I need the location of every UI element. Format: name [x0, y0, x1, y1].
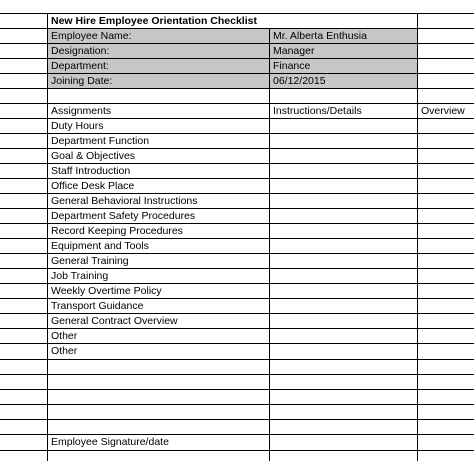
instructions-cell[interactable]	[270, 119, 418, 134]
cell-empty[interactable]	[270, 375, 418, 390]
table-row	[0, 299, 474, 314]
overview-cell[interactable]	[418, 149, 474, 164]
cell-empty[interactable]	[0, 74, 48, 89]
employee-name-value[interactable]: Mr. Alberta Enthusia	[270, 29, 418, 44]
table-row	[0, 314, 474, 329]
cell-empty[interactable]	[0, 254, 48, 269]
table-row	[0, 269, 474, 284]
cell-empty[interactable]	[418, 435, 474, 451]
cell-empty[interactable]	[270, 390, 418, 405]
cell-empty[interactable]	[0, 179, 48, 194]
overview-cell[interactable]	[418, 254, 474, 269]
department-value[interactable]: Finance	[270, 59, 418, 74]
info-row-joining-date	[0, 74, 474, 89]
cell-empty[interactable]	[0, 299, 48, 314]
cell-empty[interactable]	[0, 405, 48, 420]
instructions-cell[interactable]	[270, 299, 418, 314]
overview-cell[interactable]	[418, 119, 474, 134]
designation-label: Designation:	[48, 44, 270, 59]
instructions-cell[interactable]	[270, 164, 418, 179]
cell-empty[interactable]	[418, 59, 474, 74]
assignment-item: Record Keeping Procedures	[48, 224, 270, 239]
cell-empty[interactable]	[48, 420, 270, 435]
assignment-item: Office Desk Place	[48, 179, 270, 194]
cell-empty[interactable]	[418, 390, 474, 405]
empty-row	[0, 405, 474, 420]
cell-empty[interactable]	[418, 451, 474, 461]
assignment-item: General Contract Overview	[48, 314, 270, 329]
cell-empty[interactable]	[0, 134, 48, 149]
cell-empty[interactable]	[0, 194, 48, 209]
employee-name-label: Employee Name:	[48, 29, 270, 44]
cell-empty[interactable]	[0, 451, 48, 461]
empty-row	[0, 420, 474, 435]
instructions-cell[interactable]	[270, 284, 418, 299]
cell-empty[interactable]	[0, 375, 48, 390]
overview-header: Overview	[418, 104, 474, 119]
cell-empty[interactable]	[48, 89, 270, 104]
cell-empty[interactable]	[270, 451, 418, 461]
assignments-header: Assignments	[48, 104, 270, 119]
instructions-cell[interactable]	[270, 269, 418, 284]
overview-cell[interactable]	[418, 164, 474, 179]
info-row-department	[0, 59, 474, 74]
cell-empty[interactable]	[48, 360, 270, 375]
overview-cell[interactable]	[418, 284, 474, 299]
cell-empty[interactable]	[418, 360, 474, 375]
table-row	[0, 284, 474, 299]
cell-empty[interactable]	[270, 360, 418, 375]
assignment-item: Other	[48, 329, 270, 344]
cell-empty[interactable]	[418, 89, 474, 104]
instructions-cell[interactable]	[270, 149, 418, 164]
spacer-row	[0, 89, 474, 104]
cell-empty[interactable]	[418, 420, 474, 435]
cell-empty[interactable]	[270, 13, 418, 29]
instructions-cell[interactable]	[270, 134, 418, 149]
cell-empty[interactable]	[418, 74, 474, 89]
cell-empty[interactable]	[0, 104, 48, 119]
overview-cell[interactable]	[418, 239, 474, 254]
cell-empty[interactable]	[48, 390, 270, 405]
cell-empty[interactable]	[0, 13, 48, 29]
table-row	[0, 164, 474, 179]
overview-cell[interactable]	[418, 314, 474, 329]
overview-cell[interactable]	[418, 134, 474, 149]
instructions-cell[interactable]	[270, 254, 418, 269]
table-row	[0, 179, 474, 194]
cell-empty[interactable]	[48, 405, 270, 420]
table-row	[0, 254, 474, 269]
cell-empty[interactable]	[0, 420, 48, 435]
department-label: Department:	[48, 59, 270, 74]
cell-empty[interactable]	[0, 239, 48, 254]
info-row-designation	[0, 44, 474, 59]
joining-date-value[interactable]: 06/12/2015	[270, 74, 418, 89]
table-row	[0, 239, 474, 254]
assignment-item: Equipment and Tools	[48, 239, 270, 254]
assignment-item: Weekly Overtime Policy	[48, 284, 270, 299]
header-row	[0, 104, 474, 119]
empty-row	[0, 360, 474, 375]
cell-empty[interactable]	[418, 29, 474, 44]
cell-empty[interactable]	[0, 224, 48, 239]
cell-empty[interactable]	[418, 13, 474, 29]
designation-value[interactable]: Manager	[270, 44, 418, 59]
instructions-cell[interactable]	[270, 344, 418, 360]
empty-row	[0, 390, 474, 405]
instructions-cell[interactable]	[270, 224, 418, 239]
instructions-cell[interactable]	[270, 179, 418, 194]
cell-empty[interactable]	[270, 420, 418, 435]
joining-date-label: Joining Date:	[48, 74, 270, 89]
cell-empty[interactable]	[0, 344, 48, 360]
cell-empty[interactable]	[0, 164, 48, 179]
cell-empty[interactable]	[48, 375, 270, 390]
assignment-item: Goal & Objectives	[48, 149, 270, 164]
overview-cell[interactable]	[418, 344, 474, 360]
table-row	[0, 344, 474, 360]
instructions-cell[interactable]	[270, 314, 418, 329]
instructions-cell[interactable]	[270, 194, 418, 209]
cell-empty[interactable]	[0, 269, 48, 284]
cell-empty[interactable]	[418, 44, 474, 59]
cell-empty[interactable]	[0, 44, 48, 59]
table-row	[0, 149, 474, 164]
assignment-item: Duty Hours	[48, 119, 270, 134]
cell-empty[interactable]	[418, 375, 474, 390]
table-row	[0, 209, 474, 224]
cell-empty[interactable]	[0, 360, 48, 375]
title-row	[0, 13, 474, 29]
signature-row	[0, 435, 474, 451]
cell-empty[interactable]	[0, 209, 48, 224]
cell-empty[interactable]	[0, 89, 48, 104]
cell-empty[interactable]	[418, 405, 474, 420]
cell-empty[interactable]	[0, 435, 48, 451]
assignment-item: Other	[48, 344, 270, 360]
overview-cell[interactable]	[418, 209, 474, 224]
info-row-employee-name	[0, 29, 474, 44]
cell-empty[interactable]	[0, 390, 48, 405]
signature-label: Employee Signature/date	[48, 435, 270, 451]
assignment-item: General Training	[48, 254, 270, 269]
instructions-cell[interactable]	[270, 329, 418, 344]
cell-empty[interactable]	[0, 149, 48, 164]
assignment-item: Department Function	[48, 134, 270, 149]
cell-empty[interactable]	[270, 405, 418, 420]
assignment-item: Transport Guidance	[48, 299, 270, 314]
instructions-cell[interactable]	[270, 209, 418, 224]
overview-cell[interactable]	[418, 224, 474, 239]
signature-cell[interactable]	[270, 435, 418, 451]
assignment-item: Department Safety Procedures	[48, 209, 270, 224]
cell-empty[interactable]	[270, 89, 418, 104]
instructions-header: Instructions/Details	[270, 104, 418, 119]
cell-empty[interactable]	[48, 451, 270, 461]
overview-cell[interactable]	[418, 299, 474, 314]
empty-row	[0, 375, 474, 390]
overview-cell[interactable]	[418, 269, 474, 284]
table-row	[0, 134, 474, 149]
assignment-item: General Behavioral Instructions	[48, 194, 270, 209]
cell-empty[interactable]	[0, 59, 48, 74]
table-row	[0, 194, 474, 209]
cell-empty[interactable]	[0, 284, 48, 299]
overview-cell[interactable]	[418, 194, 474, 209]
instructions-cell[interactable]	[270, 239, 418, 254]
table-row	[0, 224, 474, 239]
trailing-row	[0, 451, 474, 461]
assignment-item: Job Training	[48, 269, 270, 284]
overview-cell[interactable]	[418, 329, 474, 344]
overview-cell[interactable]	[418, 179, 474, 194]
cell-empty[interactable]	[0, 29, 48, 44]
cell-empty[interactable]	[0, 119, 48, 134]
table-row	[0, 329, 474, 344]
cell-empty[interactable]	[0, 329, 48, 344]
checklist-title: New Hire Employee Orientation Checklist	[48, 13, 270, 29]
table-row	[0, 119, 474, 134]
cell-empty[interactable]	[0, 314, 48, 329]
assignment-item: Staff Introduction	[48, 164, 270, 179]
